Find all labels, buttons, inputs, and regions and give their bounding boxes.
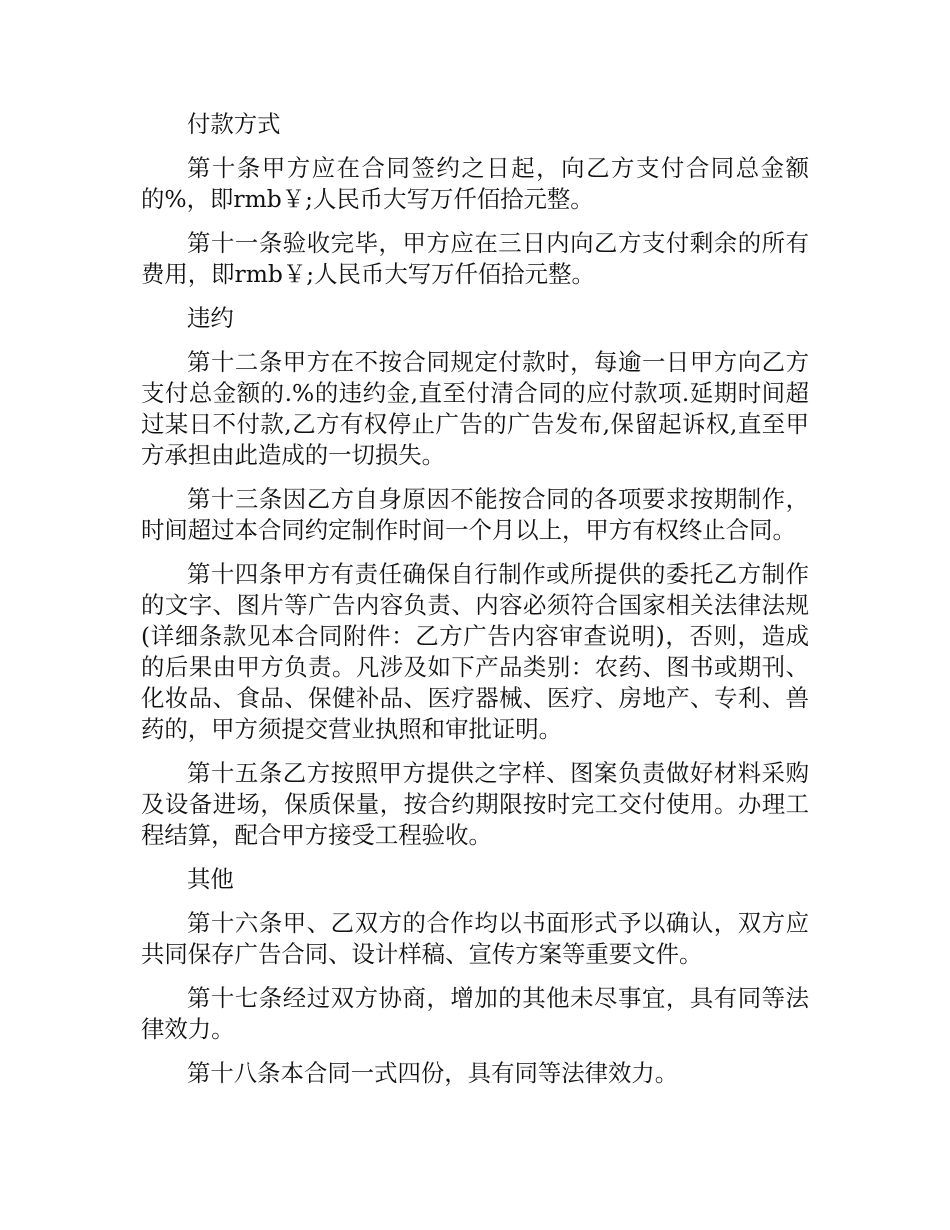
section-heading-breach: 违约 (187, 304, 234, 332)
clause-16: 第十六条甲、乙双方的合作均以书面形式予以确认，双方应共同保存广告合同、设计样稿、宣传方案等重要文件。 (141, 909, 809, 968)
clause-14: 第十四条甲方有责任确保自行制作或所提供的委托乙方制作的文字、图片等广告内容负责、内容必须符合国家相关法律法规(详细条款见本合同附件：乙方广告内容审查说明)，否则，造成的后果由甲方负责。凡涉及如下产品类别：农药、图书或期刊、化妆品、食品、保健补品、医疗器械、医疗、房地产、专利、兽药的，甲方须提交营业执照和审批证明。 (141, 560, 809, 743)
clause-18: 第十八条本合同一式四份，具有同等法律效力。 (187, 1059, 679, 1087)
clause-11: 第十一条验收完毕，甲方应在三日内向乙方支付剩余的所有费用，即rmb￥;人民币大写万仟佰拾元整。 (141, 229, 809, 288)
section-heading-other: 其他 (187, 865, 234, 893)
document-page (141, 109, 809, 1102)
section-heading-payment: 付款方式 (187, 110, 281, 138)
clause-12: 第十二条甲方在不按合同规定付款时，每逾一日甲方向乙方支付总金额的.%的违约金,直至付清合同的应付款项.延期时间超过某日不付款,乙方有权停止广告的广告发布,保留起诉权,直至甲方承担由此造成的一切损失。 (141, 348, 809, 469)
clause-10: 第十条甲方应在合同签约之日起，向乙方支付合同总金额的%，即rmb￥;人民币大写万仟佰拾元整。 (141, 154, 809, 213)
clause-13: 第十三条因乙方自身原因不能按合同的各项要求按期制作，时间超过本合同约定制作时间一个月以上，甲方有权终止合同。 (141, 485, 809, 544)
clause-15: 第十五条乙方按照甲方提供之字样、图案负责做好材料采购及设备进场，保质保量，按合约期限按时完工交付使用。办理工程结算，配合甲方接受工程验收。 (141, 759, 809, 849)
clause-17: 第十七条经过双方协商，增加的其他未尽事宜，具有同等法律效力。 (141, 984, 809, 1043)
